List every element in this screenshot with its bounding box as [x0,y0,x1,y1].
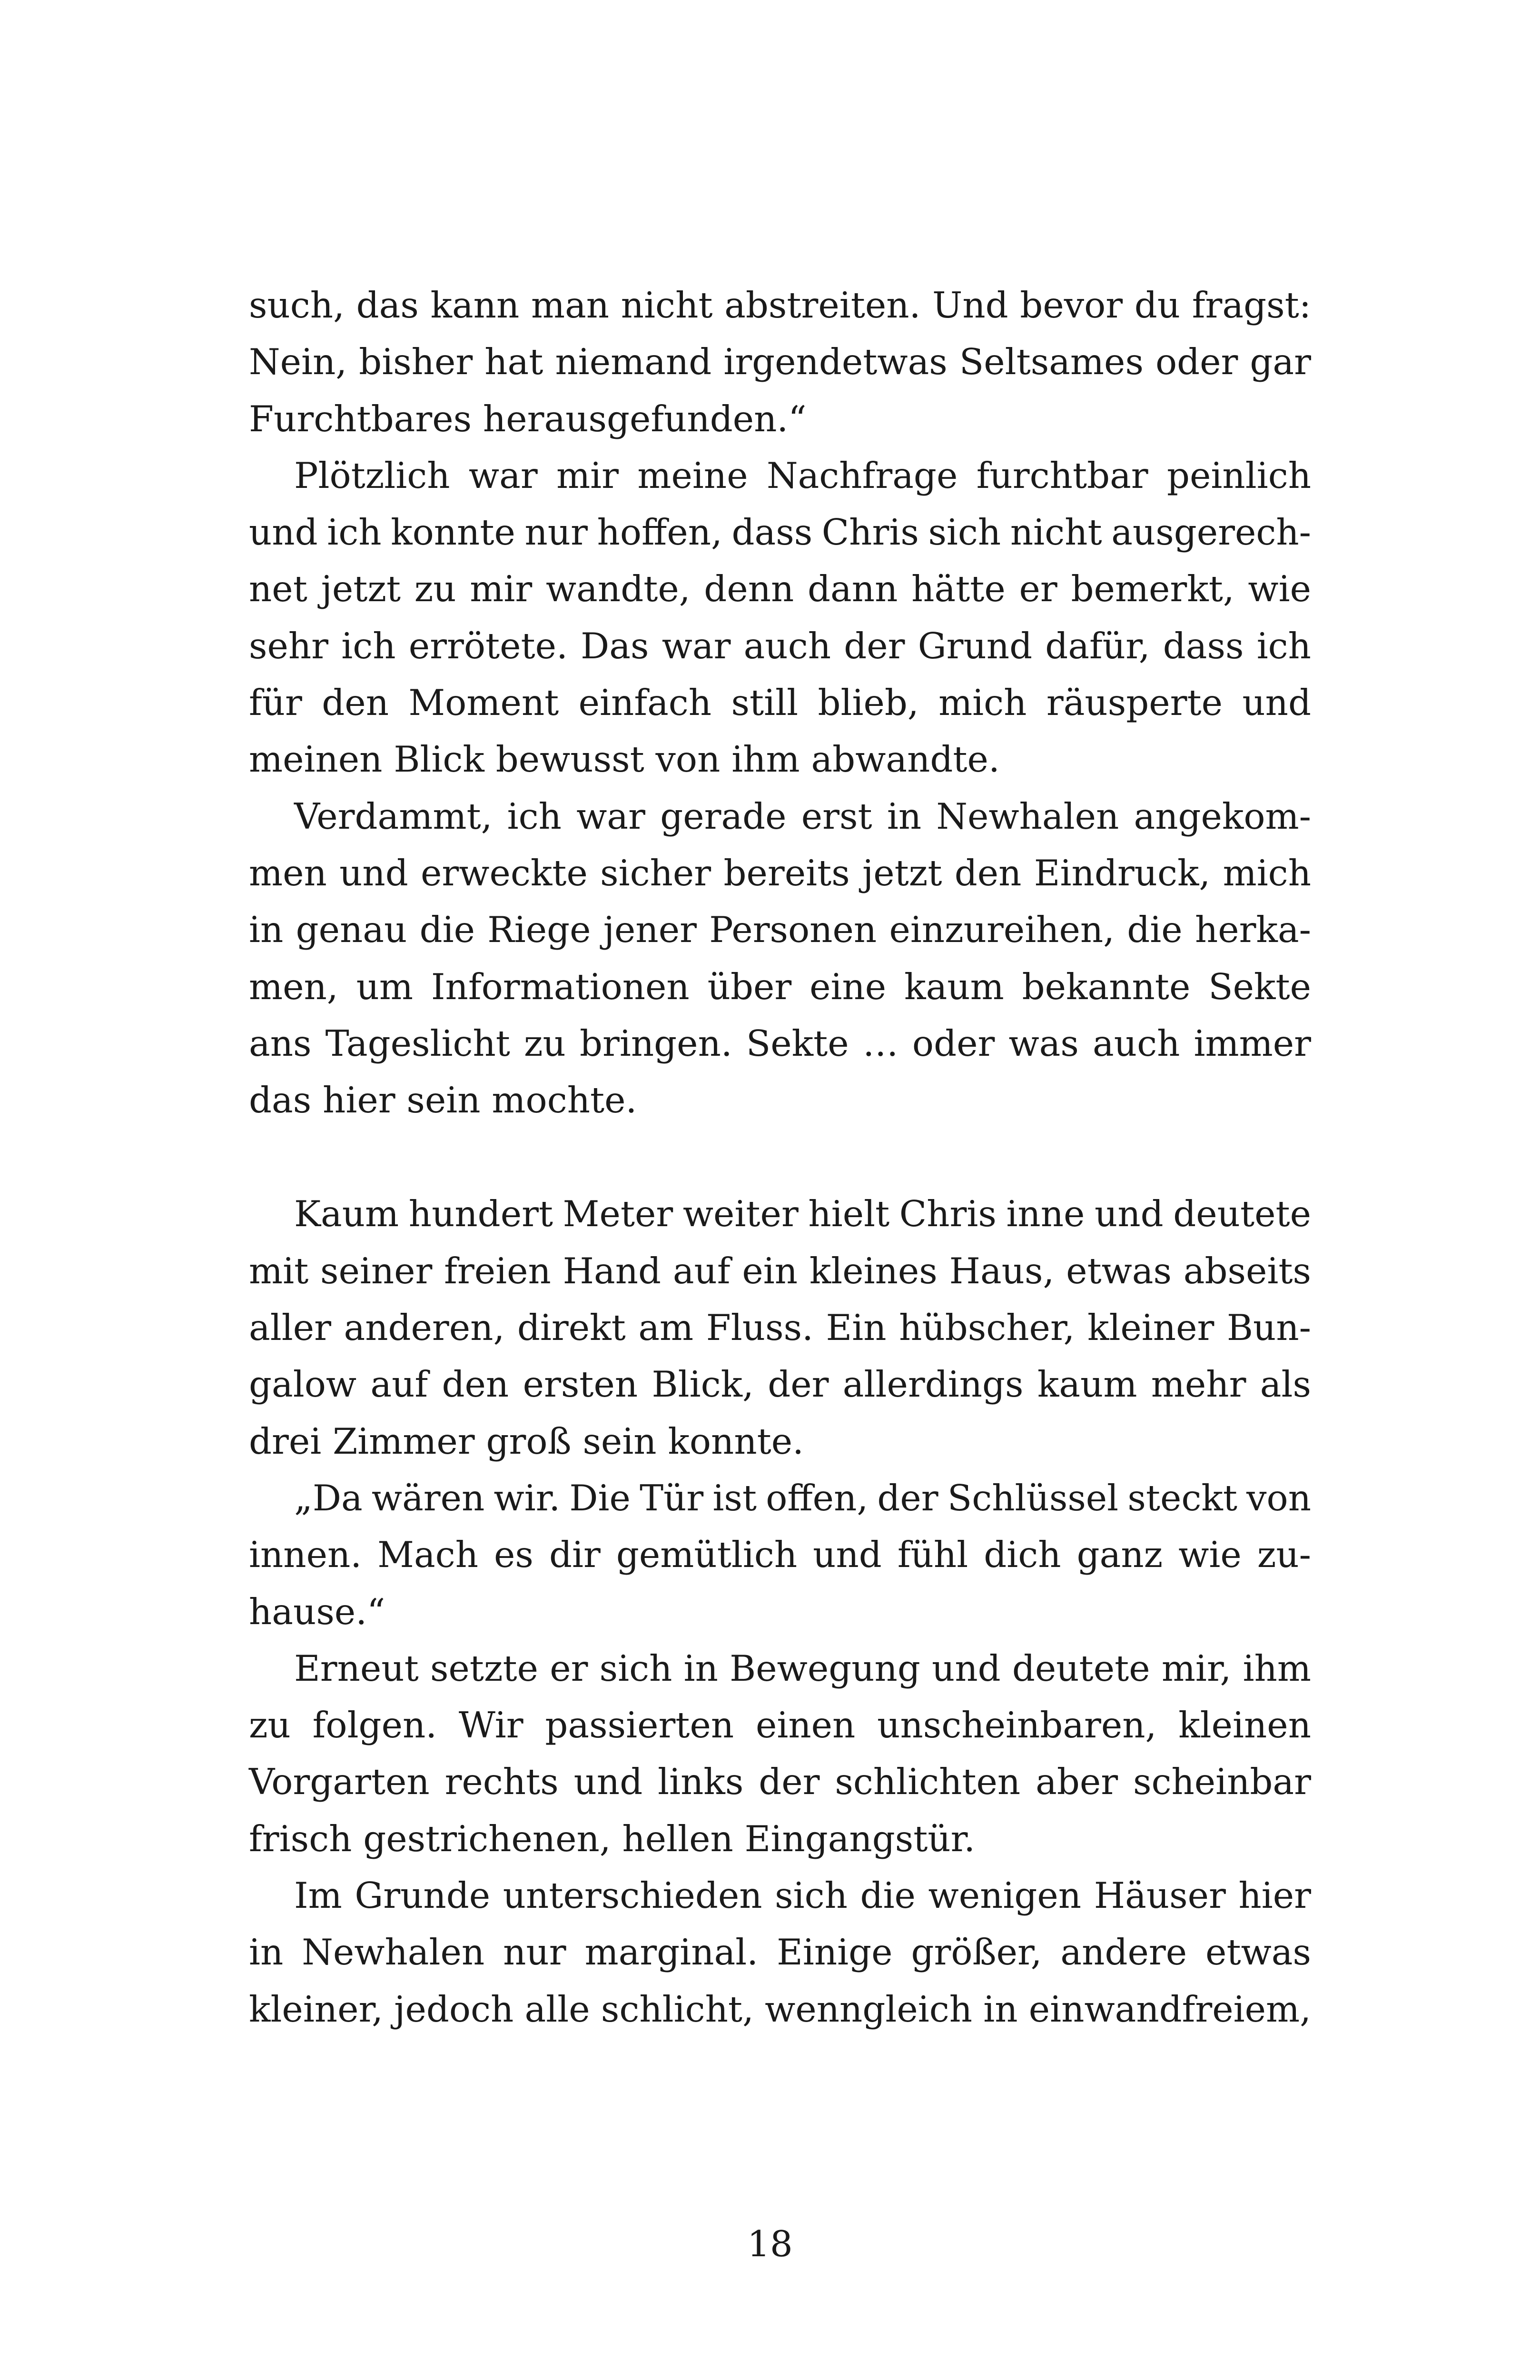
text-line: kleiner, jedoch alle schlicht, wenngleich in einwandfreiem, [249,1988,1311,2030]
text-line: zu folgen. Wir passierten einen unscheinbaren, kleinen [249,1704,1311,1746]
text-line: Plötzlich war mir meine Nachfrage furchtbar peinlich [294,454,1311,496]
text-line: meinen Blick bewusst von ihm abwandte. [249,738,1000,781]
paragraph [249,277,1311,447]
text-line: ans Tageslicht zu bringen. Sekte … oder was auch immer [249,1022,1311,1064]
text-line: in genau die Riege jener Personen einzureihen, die herka- [249,909,1311,951]
text-line: net jetzt zu mir wandte, denn dann hätte er bemerkt, wie [249,568,1311,610]
text-line: „Da wären wir. Die Tür ist offen, der Schlüssel steckt von [294,1477,1311,1519]
text-line: für den Moment einfach still blieb, mich räusperte und [249,682,1311,724]
text-line: Furchtbares herausgefunden.“ [249,397,807,440]
text-line: Nein, bisher hat niemand irgendetwas Seltsames oder gar [249,341,1311,383]
text-line: hause.“ [249,1590,385,1633]
paragraph [249,788,1311,1129]
text-line: Im Grunde unterschieden sich die wenigen Häuser hier [294,1874,1311,1917]
text-line: Erneut setzte er sich in Bewegung und deutete mir, ihm [294,1647,1311,1689]
text-line: such, das kann man nicht abstreiten. Und bevor du fragst: [249,284,1311,326]
text-line: galow auf den ersten Blick, der allerdings kaum mehr als [249,1363,1311,1406]
text-line: Kaum hundert Meter weiter hielt Chris inne und deutete [294,1193,1311,1235]
paragraph [249,447,1311,788]
text-line: Vorgarten rechts und links der schlichten aber scheinbar [249,1761,1311,1803]
text-line: drei Zimmer groß sein konnte. [249,1420,804,1462]
paragraph [249,1470,1311,1640]
text-line: men, um Informationen über eine kaum bekannte Sekte [249,965,1311,1008]
paragraph [249,1640,1311,1867]
text-line: frisch gestrichenen, hellen Eingangstür. [249,1817,976,1860]
section-break [249,1129,1311,1186]
text-line: in Newhalen nur marginal. Einige größer, andere etwas [249,1931,1311,1973]
text-line: Verdammt, ich war gerade erst in Newhalen angekom- [294,795,1311,837]
text-line: men und erweckte sicher bereits jetzt den Eindruck, mich [249,852,1311,894]
body-text [249,277,1311,2038]
text-line: mit seiner freien Hand auf ein kleines Haus, etwas abseits [249,1250,1311,1292]
text-line: sehr ich errötete. Das war auch der Grund dafür, dass ich [249,625,1311,667]
text-line: das hier sein mochte. [249,1079,637,1121]
text-line: und ich konnte nur hoffen, dass Chris sich nicht ausgerech- [249,511,1311,554]
text-line: aller anderen, direkt am Fluss. Ein hübscher, kleiner Bun- [249,1307,1311,1349]
page-number: 18 [747,2223,793,2265]
paragraph [249,1867,1311,2038]
paragraph [249,1186,1311,1469]
text-line: innen. Mach es dir gemütlich und fühl dich ganz wie zu- [249,1534,1311,1576]
